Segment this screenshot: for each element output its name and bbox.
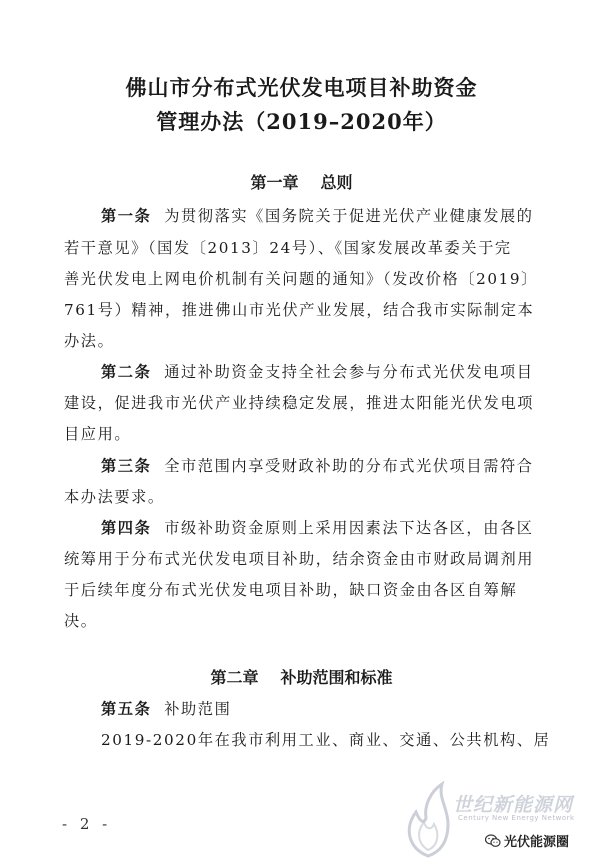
document-title-line-1: 佛山市分布式光伏发电项目补助资金	[125, 75, 478, 100]
article-2-line-3: 目应用。	[64, 425, 132, 443]
chapter-2-heading	[0, 665, 603, 688]
article-5-line-1	[101, 698, 231, 719]
article-4-text-1: 市级补助资金原则上采用因素法下达各区，由各区	[164, 519, 534, 537]
chapter-1-number: 第一章	[250, 173, 299, 192]
wechat-account-badge	[481, 830, 573, 851]
article-4-line-1	[101, 517, 534, 538]
article-1-line-2: 若干意见》（国发〔2013〕24号）、《国家发展改革委关于完	[64, 239, 512, 257]
article-4-line-3: 于后续年度分布式光伏发电项目补助，缺口资金由各区自筹解	[64, 581, 518, 599]
article-4-line-4: 决。	[64, 612, 98, 630]
chapter-1-title: 总则	[320, 173, 353, 192]
watermark	[398, 778, 603, 860]
article-1-line-5: 办法。	[64, 332, 115, 350]
chapter-1-heading	[0, 170, 603, 193]
document-title-line-2: 管理办法（2019–2020年）	[156, 109, 447, 134]
flame-logo-icon	[398, 778, 458, 860]
article-3-text-1: 全市范围内享受财政补助的分布式光伏项目需符合	[164, 457, 534, 475]
article-1-line-1	[101, 205, 534, 226]
paragraph-2019-2020: 2019-2020年在我市利用工业、商业、交通、公共机构、居	[101, 731, 551, 749]
article-2-line-2: 建设，促进我市光伏产业持续稳定发展，推进太阳能光伏发电项	[64, 394, 535, 412]
article-5-text: 补助范围	[164, 700, 232, 718]
article-1-line-4: 761号）精神，推进佛山市光伏产业发展，结合我市实际制定本	[64, 301, 535, 319]
article-4-label: 第四条	[101, 519, 152, 537]
article-4-line-2: 统筹用于分布式光伏发电项目补助，结余资金由市财政局调剂用	[64, 550, 535, 568]
article-1-text-1: 为贯彻落实《国务院关于促进光伏产业健康发展的	[164, 207, 534, 225]
chapter-2-title: 补助范围和标准	[280, 668, 393, 687]
page-number: - 2 -	[62, 815, 112, 833]
article-2-label: 第二条	[101, 363, 152, 381]
article-3-label: 第三条	[101, 457, 152, 475]
article-3-line-1	[101, 455, 534, 476]
article-3-line-2: 本办法要求。	[64, 488, 165, 506]
article-1-label: 第一条	[101, 207, 152, 225]
article-5-label: 第五条	[101, 700, 152, 718]
chapter-2-number: 第二章	[210, 668, 259, 687]
wechat-icon	[485, 834, 501, 848]
watermark-site-url: Century New Energy Network	[458, 814, 575, 822]
watermark-account-name: 光伏能源圈	[504, 835, 570, 850]
watermark-site-name: 世纪新能源网	[453, 794, 574, 816]
article-2-line-1	[101, 361, 534, 382]
article-2-text-1: 通过补助资金支持全社会参与分布式光伏发电项目	[164, 363, 534, 381]
article-1-line-3: 善光伏发电上网电价机制有关问题的通知》（发改价格〔2019〕	[64, 270, 538, 288]
